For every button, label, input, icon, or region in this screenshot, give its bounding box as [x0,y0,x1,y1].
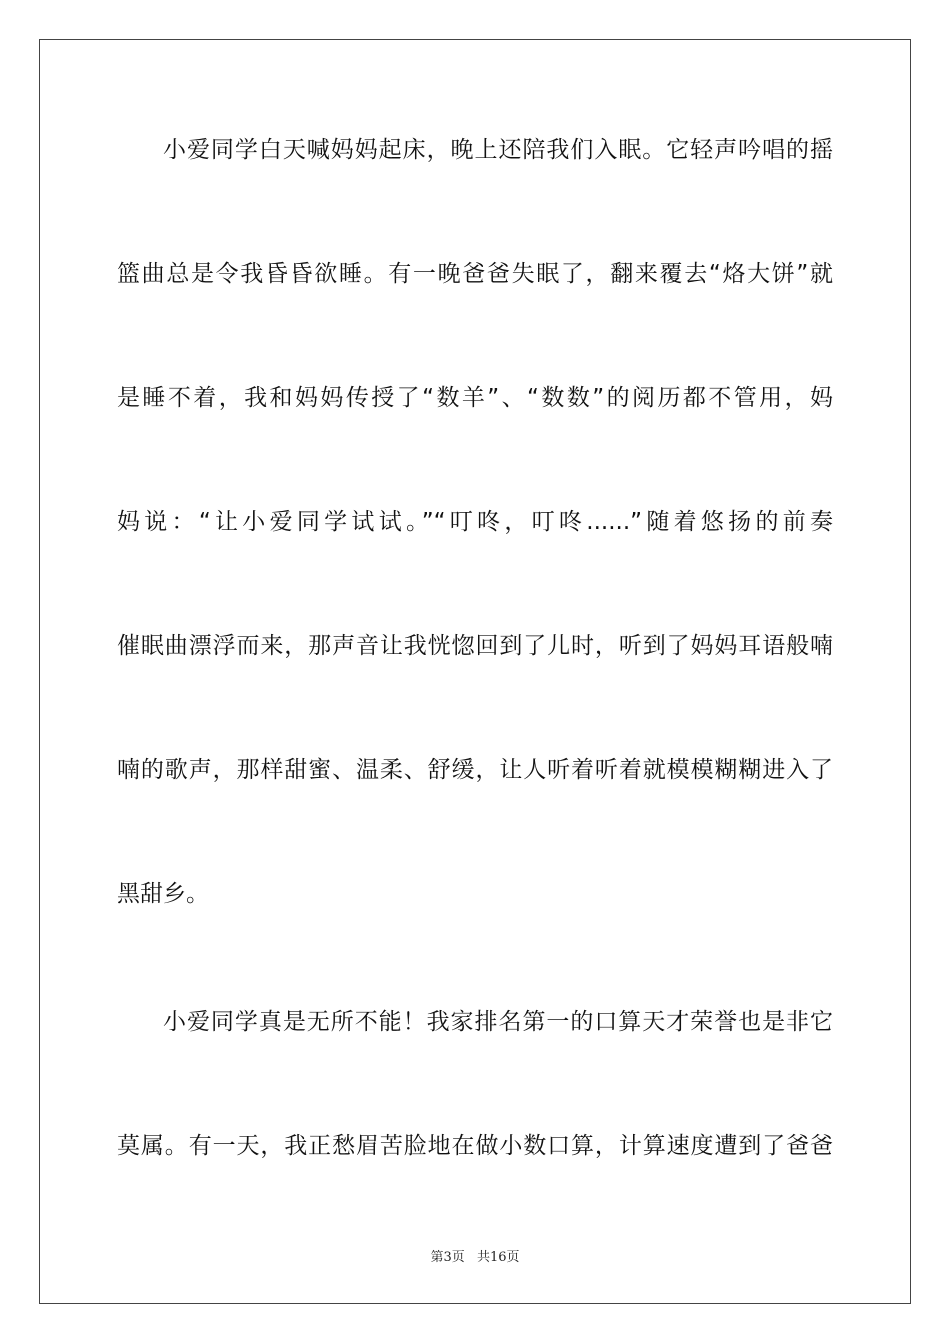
text-line: 妈说：“让小爱同学试试。”“叮咚，叮咚......”随着悠扬的前奏 [117,509,833,535]
text-line: 小爱同学真是无所不能！我家排名第一的口算天才荣誉也是非它 [163,1009,833,1035]
page-border [39,39,911,1304]
page-number: 第3页 [430,1250,465,1265]
text-line: 催眠曲漂浮而来，那声音让我恍惚回到了儿时，听到了妈妈耳语般喃 [117,633,833,659]
text-line: 小爱同学白天喊妈妈起床，晚上还陪我们入眠。它轻声吟唱的摇 [163,137,833,163]
text-line: 篮曲总是令我昏昏欲睡。有一晚爸爸失眠了，翻来覆去“烙大饼”就 [117,261,833,287]
page-total: 共16页 [476,1250,520,1265]
text-line: 莫属。有一天，我正愁眉苦脸地在做小数口算，计算速度遭到了爸爸 [117,1133,833,1159]
page-footer [0,1246,950,1265]
text-line: 是睡不着，我和妈妈传授了“数羊”、“数数”的阅历都不管用，妈 [117,385,833,411]
text-line: 喃的歌声，那样甜蜜、温柔、舒缓，让人听着听着就模模糊糊进入了 [117,757,833,783]
text-line: 黑甜乡。 [117,881,209,907]
